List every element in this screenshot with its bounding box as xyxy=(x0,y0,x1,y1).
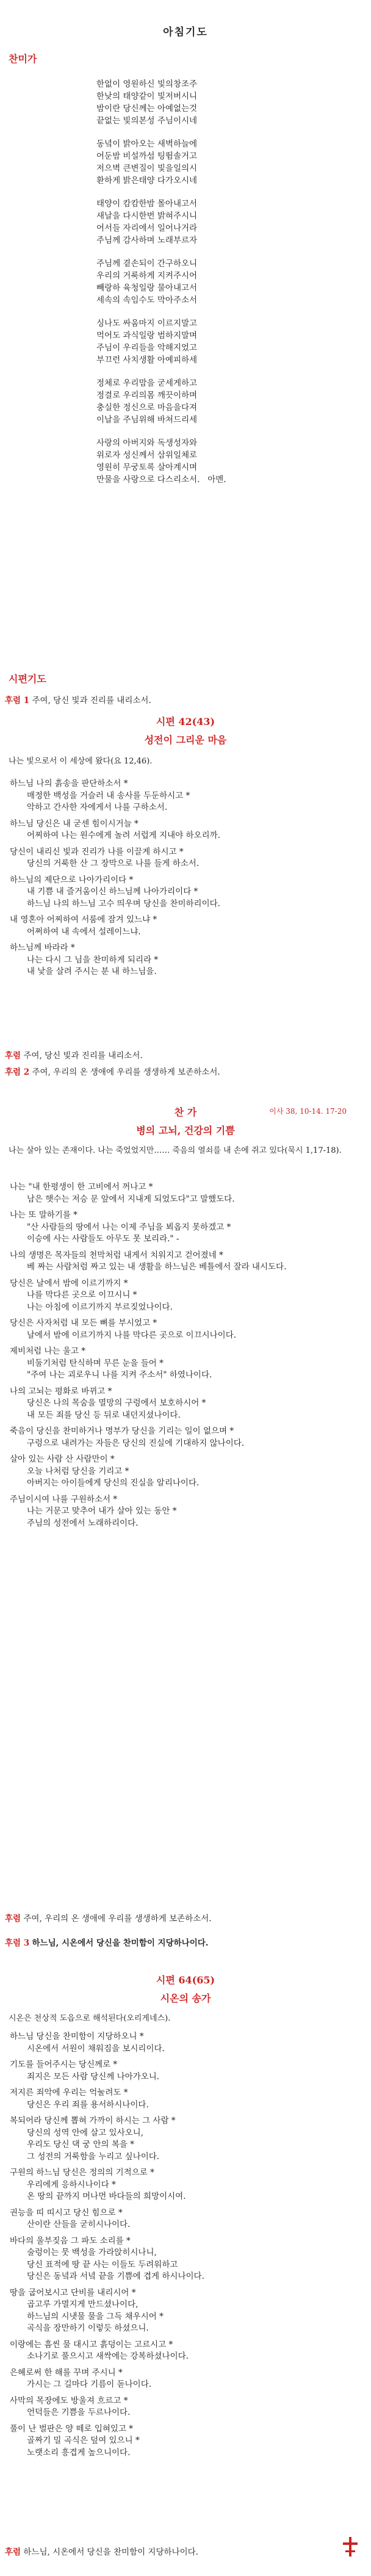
hymn-line: 정체로 우리맘을 굳세게하고 xyxy=(96,378,198,388)
verse-line: 언덕들은 기쁨을 두르나이다. xyxy=(27,2408,131,2417)
verse-line: 곱고루 가멸지게 만드셨나이다, xyxy=(27,2300,139,2309)
verse xyxy=(9,2115,362,2163)
hymn-line: 사랑의 아버지와 독생성자와 xyxy=(96,438,198,448)
verse-line: 나를 막다른 곳으로 이끄시니 * xyxy=(27,1290,137,1300)
verse-line: 온 땅의 끝까지 머나먼 바다들의 희망이시여. xyxy=(27,2192,186,2201)
verse xyxy=(9,2367,362,2391)
hymn-line: 빼랑하 육청일랑 물아내고서 xyxy=(96,283,198,293)
page-title: 아침기도 xyxy=(163,26,208,38)
verse-line: 당신은 동녘과 서녘 끝을 기쁨에 겹게 하시나이다. xyxy=(27,2271,204,2281)
psalm64-subtitle: 시온의 송가 xyxy=(160,1993,211,2004)
hymn-text xyxy=(96,78,365,497)
hymn-line: 우리의 거룩하게 지켜주시어 xyxy=(96,271,198,281)
hymn-line: 밤이란 당신께는 아예없는것 xyxy=(96,104,198,114)
verse-line: 남은 햇수는 저승 문 앞에서 지내게 되었도다"고 말했도다. xyxy=(27,1194,235,1204)
verse-line: 우리에게 응하시나이다 * xyxy=(27,2179,116,2190)
canticle-verses xyxy=(9,1182,362,1534)
verse-line: 내 영혼아 어찌하여 서룸에 잠겨 있느냐 * xyxy=(10,915,157,925)
hymn-line: 한없이 영원하신 빛의창조주 xyxy=(96,79,198,89)
verse xyxy=(9,2031,362,2055)
verse xyxy=(9,1250,362,1274)
verse xyxy=(9,1318,362,1341)
verse-line: 바다의 울부짖음 그 파도 소리를 * xyxy=(10,2235,131,2246)
verse-line: 곡식을 장만하기 이렇듯 하셨으니. xyxy=(27,2323,149,2333)
hymn-stanza xyxy=(96,78,365,127)
psalm64-intro: 시온은 천상적 도읍으로 해석된다(오리게네스). xyxy=(9,2014,171,2023)
response-2-repeat xyxy=(5,1911,365,1924)
cross-logo-icon xyxy=(338,2535,362,2559)
verse-line: 술렁이는 뭇 백성을 가라앉히시나니, xyxy=(27,2248,157,2257)
verse xyxy=(9,1346,362,1382)
verse-line: 어쩌하여 내 속에서 설레이느냐. xyxy=(27,926,141,937)
verse xyxy=(9,875,362,911)
verse-line: 나의 고뇌는 평화로 바뀌고 * xyxy=(10,1386,112,1396)
response-text: 주여, 당신 빛과 진리를 내리소서. xyxy=(23,1051,143,1061)
verse-line: "주여 나는 괴로우니 나를 지켜 주소서" 하였나이다. xyxy=(27,1370,212,1380)
verse-line: 죄지은 모든 사람 당신께 나아가오니. xyxy=(27,2071,160,2082)
verse xyxy=(9,2395,362,2419)
hymn-line: 정결로 우리의몸 깨끗이하며 xyxy=(96,391,198,400)
verse-line: 베 짜는 사람처럼 짜고 있는 내 생활을 하느님은 베틀에서 잘라 내시도다. xyxy=(27,1262,287,1272)
verse xyxy=(9,2167,362,2203)
hymn-line: 만물을 사랑으로 다스리소서. 아멘. xyxy=(96,475,226,485)
verse-line: 악하고 간사한 자에게서 나를 구하소서. xyxy=(27,803,168,812)
hymn-heading: 찬미가 xyxy=(9,53,37,65)
verse-line: 비둘기처럼 탄식하며 무른 눈을 들어 * xyxy=(27,1358,164,1368)
verse-line: 복되어라 당신께 뽑혀 가까이 하시는 그 사람 * xyxy=(10,2116,176,2126)
response-label: 후렴 2 xyxy=(5,1067,30,1077)
verse xyxy=(9,914,362,938)
verse-line: 당신이 내리신 빛과 진리가 나를 이끌게 하시고 * xyxy=(10,846,184,857)
psalm42-intro: 나는 빛으로서 이 세상에 왔다(요 12,46). xyxy=(9,757,153,766)
verse-line: 우리도 당신 댁 궁 안의 복을 * xyxy=(27,2140,134,2149)
verse-line: 하느님께 바라라 * xyxy=(10,943,75,953)
verse xyxy=(9,818,362,842)
hymn-stanza xyxy=(96,317,365,366)
hymn-line: 주님께 곁손되이 간구하오니 xyxy=(96,259,198,269)
verse xyxy=(9,2235,362,2283)
verse xyxy=(9,846,362,870)
verse-line: 하느님의 제단으로 나아가리이다 * xyxy=(10,875,134,885)
hymn-line: 싱나도 싸움마지 이르지말고 xyxy=(96,319,198,328)
response-3 xyxy=(5,1936,365,1948)
verse-line: 당신의 거룩한 산 그 장막으로 나를 들게 하소서. xyxy=(27,859,200,868)
verse xyxy=(9,2207,362,2231)
response-text: 하느님, 시온에서 당신을 찬미함이 지당하나이다. xyxy=(32,1938,209,1948)
hymn-stanza xyxy=(96,138,365,187)
response-label: 후렴 3 xyxy=(5,1938,30,1948)
hymn-line: 어서들 자리에서 일어나거라 xyxy=(96,223,198,233)
psalm42-verses xyxy=(9,778,362,983)
verse-line: 가시는 그 길마다 기름이 돋나이다. xyxy=(27,2379,152,2389)
response-label: 후렴 1 xyxy=(5,696,30,705)
verse-line: 기도를 들어주시는 당신께로 * xyxy=(10,2060,118,2069)
response-text: 주여, 당신 빛과 진리를 내리소서. xyxy=(32,696,151,705)
verse-line: 날에서 밤에 이르기까지 나를 막다른 곳으로 이끄시나이다. xyxy=(27,1330,237,1340)
verse-line: 이승에 사는 사람들도 아무도 못 보리라." - xyxy=(27,1234,179,1244)
verse-line: 당신 표적에 땅 끝 사는 이들도 두려워하고 xyxy=(27,2259,178,2270)
response-text: 하느님, 시온에서 당신을 찬미함이 지당하나이다. xyxy=(23,2547,198,2557)
verse xyxy=(9,1426,362,1449)
verse-line: 그 성전의 거룩함을 누리고 싶나이다. xyxy=(27,2151,160,2162)
verse-line: 구렁으로 내려가는 자들은 당신의 진실에 기대하지 않나이다. xyxy=(27,1438,245,1448)
verse xyxy=(9,1278,362,1314)
verse xyxy=(9,1182,362,1205)
psalm42-number: 시편 42(43) xyxy=(156,716,215,727)
hymn-line: 세속의 속임수도 막아주소서 xyxy=(96,295,198,305)
verse-line: 살아 있는 사람 산 사람만이 * xyxy=(10,1454,115,1464)
canticle-intro: 나는 살아 있는 존재이다. 나는 죽었었지만…… 죽음의 열쇠를 내 손에 쥐고 있다(묵시 1,17-18). xyxy=(9,1146,342,1155)
verse-line: 당신은 날에서 밤에 이르기까지 * xyxy=(10,1278,128,1288)
verse-line: 구원의 하느님 당신은 정의의 기적으로 * xyxy=(10,2168,154,2177)
verse-line: 산이란 산들을 굳히시나이다. xyxy=(27,2220,131,2229)
verse-line: 이랑에는 흠씬 물 대시고 흙덩이는 고르시고 * xyxy=(10,2339,173,2350)
hymn-line: 태양이 캄캄한밤 몰아내고서 xyxy=(96,199,198,209)
verse xyxy=(9,2087,362,2111)
response-label: 후렴 xyxy=(5,2547,21,2557)
verse-line: 하느님 당신은 내 굳센 힘이시거늘 * xyxy=(10,818,139,829)
response-text: 주여, 우리의 온 생애에 우리를 생생하게 보존하소서. xyxy=(32,1067,220,1077)
hymn-line: 어둔밤 비설까섬 팅뜀솔거고 xyxy=(96,151,198,161)
verse-line: 저지른 죄악에 우리는 억눌려도 * xyxy=(10,2088,128,2098)
psalm64-verses xyxy=(9,2031,362,2463)
hymn-line: 먹어도 과식일랑 범하지말며 xyxy=(96,331,198,341)
verse-line: 당신은 사자처럼 내 모든 뼈를 부시었고 * xyxy=(10,1318,157,1328)
verse-line: 나는 또 말하기를 * xyxy=(10,1210,77,1220)
verse-line: 주님이시여 나를 구원하소서 * xyxy=(10,1494,118,1504)
hymn-line: 동녘이 밝아오는 새벽하늘에 xyxy=(96,139,198,149)
verse-line: 나는 아침에 이르기까지 부르짖었나이다. xyxy=(27,1302,173,1312)
verse xyxy=(9,1494,362,1530)
verse-line: 내 모든 죄를 당신 등 뒤로 내던지셨나이다. xyxy=(27,1410,181,1420)
response-label: 후렴 xyxy=(5,1914,21,1924)
verse-line: 당신은 우리 죄를 용서하시나이다. xyxy=(27,2099,149,2110)
verse-line: 당신은 나의 목숨을 멸망의 구렁에서 보호하시어 * xyxy=(27,1398,206,1408)
verse-line: 나의 생명은 목자들의 천막처럼 내게서 치워지고 걷어졌네 * xyxy=(10,1250,223,1260)
hymn-stanza xyxy=(96,437,365,486)
hymn-line: 주님께 감사하며 노래부르자 xyxy=(96,236,198,245)
verse xyxy=(9,1210,362,1246)
verse-line: 사막의 목장에도 방울져 흐르고 * xyxy=(10,2395,128,2406)
verse-line: 오늘 나처럼 당신을 기리고 * xyxy=(27,1466,129,1476)
verse-line: 나는 다시 그 님을 찬미하게 되리라 * xyxy=(27,954,159,965)
canticle-reference: 이사 38, 10-14. 17-20 xyxy=(269,1107,347,1116)
verse-line: 풀이 난 벌판은 양 떼로 입혀있고 * xyxy=(10,2423,134,2434)
verse xyxy=(9,2059,362,2083)
verse-line: 나는 거문고 맞추어 내가 살아 있는 동안 * xyxy=(27,1506,177,1516)
canticle-heading xyxy=(0,1105,371,1119)
response-1 xyxy=(5,693,365,705)
verse xyxy=(9,2339,362,2363)
canticle-subtitle: 병의 고뇌, 건강의 기쁨 xyxy=(136,1125,235,1136)
verse xyxy=(9,2287,362,2335)
verse-line: 은혜로써 한 해를 꾸며 주시니 * xyxy=(10,2367,123,2378)
canticle-label: 찬 가 xyxy=(174,1106,197,1118)
hymn-line: 끝없는 빛의본성 주님이시네 xyxy=(96,116,198,126)
hymn-line: 주님이 우리들을 악해지었고 xyxy=(96,343,198,353)
response-2 xyxy=(5,1065,365,1077)
verse-line: 소나기로 풀으시고 새싹에는 강복하셨나이다. xyxy=(27,2351,189,2361)
psalm64-number: 시편 64(65) xyxy=(156,1974,215,1986)
verse-line: 하느님 당신을 찬미함이 지당하오니 * xyxy=(10,2032,144,2041)
verse-line: 아버지는 아이들에게 당신의 진실을 알리나이다. xyxy=(27,1478,200,1488)
verse-line: 하느님 나의 하느님 고수 띄우며 당신을 찬미하리이다. xyxy=(27,898,220,909)
hymn-stanza xyxy=(96,258,365,306)
hymn-line: 위로자 성신께서 삼위일체로 xyxy=(96,450,198,460)
hymn-line: 저으벽 큰변질이 빛을일의시 xyxy=(96,164,198,173)
hymn-stanza xyxy=(96,198,365,247)
verse-line: 하느님의 시냇물 물을 그득 채우시어 * xyxy=(27,2311,164,2322)
hymn-line: 영원히 무궁토록 살아계시며 xyxy=(96,463,198,472)
verse-line: 내 기쁨 내 즐거움이신 하느님께 나아가리이다 * xyxy=(27,887,198,897)
verse-line: 하느님 나의 흙송을 판단하소서 * xyxy=(10,779,128,788)
verse-line: 땅을 굽어보시고 단비를 내리시어 * xyxy=(10,2287,136,2298)
verse-line: 노랫소리 흥겹게 높으니이다. xyxy=(27,2447,131,2458)
verse-line: 나는 "내 한평생이 한 고비에서 꺼나고 * xyxy=(10,1182,153,1192)
verse xyxy=(9,942,362,978)
hymn-line: 새날을 다시한번 밝혀주시니 xyxy=(96,211,198,221)
response-3-repeat xyxy=(5,2545,365,2557)
response-1-repeat xyxy=(5,1048,365,1061)
psalm42-subtitle: 성전이 그리운 마음 xyxy=(144,734,227,746)
hymn-line: 한낮의 태양같이 빛저버시니 xyxy=(96,92,198,101)
hymn-line: 환하게 밝은태양 다가오시네 xyxy=(96,176,198,186)
hymn-stanza xyxy=(96,377,365,426)
verse-line: 내 낯을 살려 주시는 분 내 하느님을. xyxy=(27,967,157,976)
hymn-line: 충실한 정신으로 마음을다져 xyxy=(96,403,198,413)
verse-line: 어찌하여 나는 원수에게 놀려 서럽게 지내야 하오리까. xyxy=(27,831,220,840)
verse xyxy=(9,1454,362,1490)
verse-line: "산 사람들의 땅에서 나는 이제 주님을 뵈옵지 못하겠고 * xyxy=(27,1222,231,1232)
verse-line: 매정한 백성을 거슬러 내 송사를 두둔하시고 * xyxy=(27,790,190,801)
verse xyxy=(9,778,362,814)
verse-line: 당신의 성역 안에 살고 있사오니, xyxy=(27,2127,143,2138)
verse xyxy=(9,2423,362,2459)
verse-line: 제비처럼 나는 울고 * xyxy=(10,1346,85,1356)
verse-line: 골짜기 밀 곡식은 덮여 있으니 * xyxy=(27,2436,140,2445)
verse-line: 주님의 성전에서 노래하리이다. xyxy=(27,1518,139,1528)
prayer-heading: 시편기도 xyxy=(9,673,46,685)
verse-line: 죽음이 당신을 찬미하거나 명부가 당신을 기리는 일이 없으며 * xyxy=(10,1426,234,1436)
hymn-line: 이날을 주님위해 바쳐드리세 xyxy=(96,415,198,425)
verse xyxy=(9,1386,362,1422)
hymn-line: 부끄런 사치생활 아예피하세 xyxy=(96,355,198,365)
response-text: 주여, 우리의 온 생애에 우리를 생생하게 보존하소서. xyxy=(23,1914,212,1924)
verse-line: 권능을 띠 띠시고 당신 힘으로 * xyxy=(10,2207,123,2218)
response-label: 후렴 xyxy=(5,1051,21,1061)
verse-line: 시온에서 서원이 채워짐을 보시리이다. xyxy=(27,2043,165,2054)
